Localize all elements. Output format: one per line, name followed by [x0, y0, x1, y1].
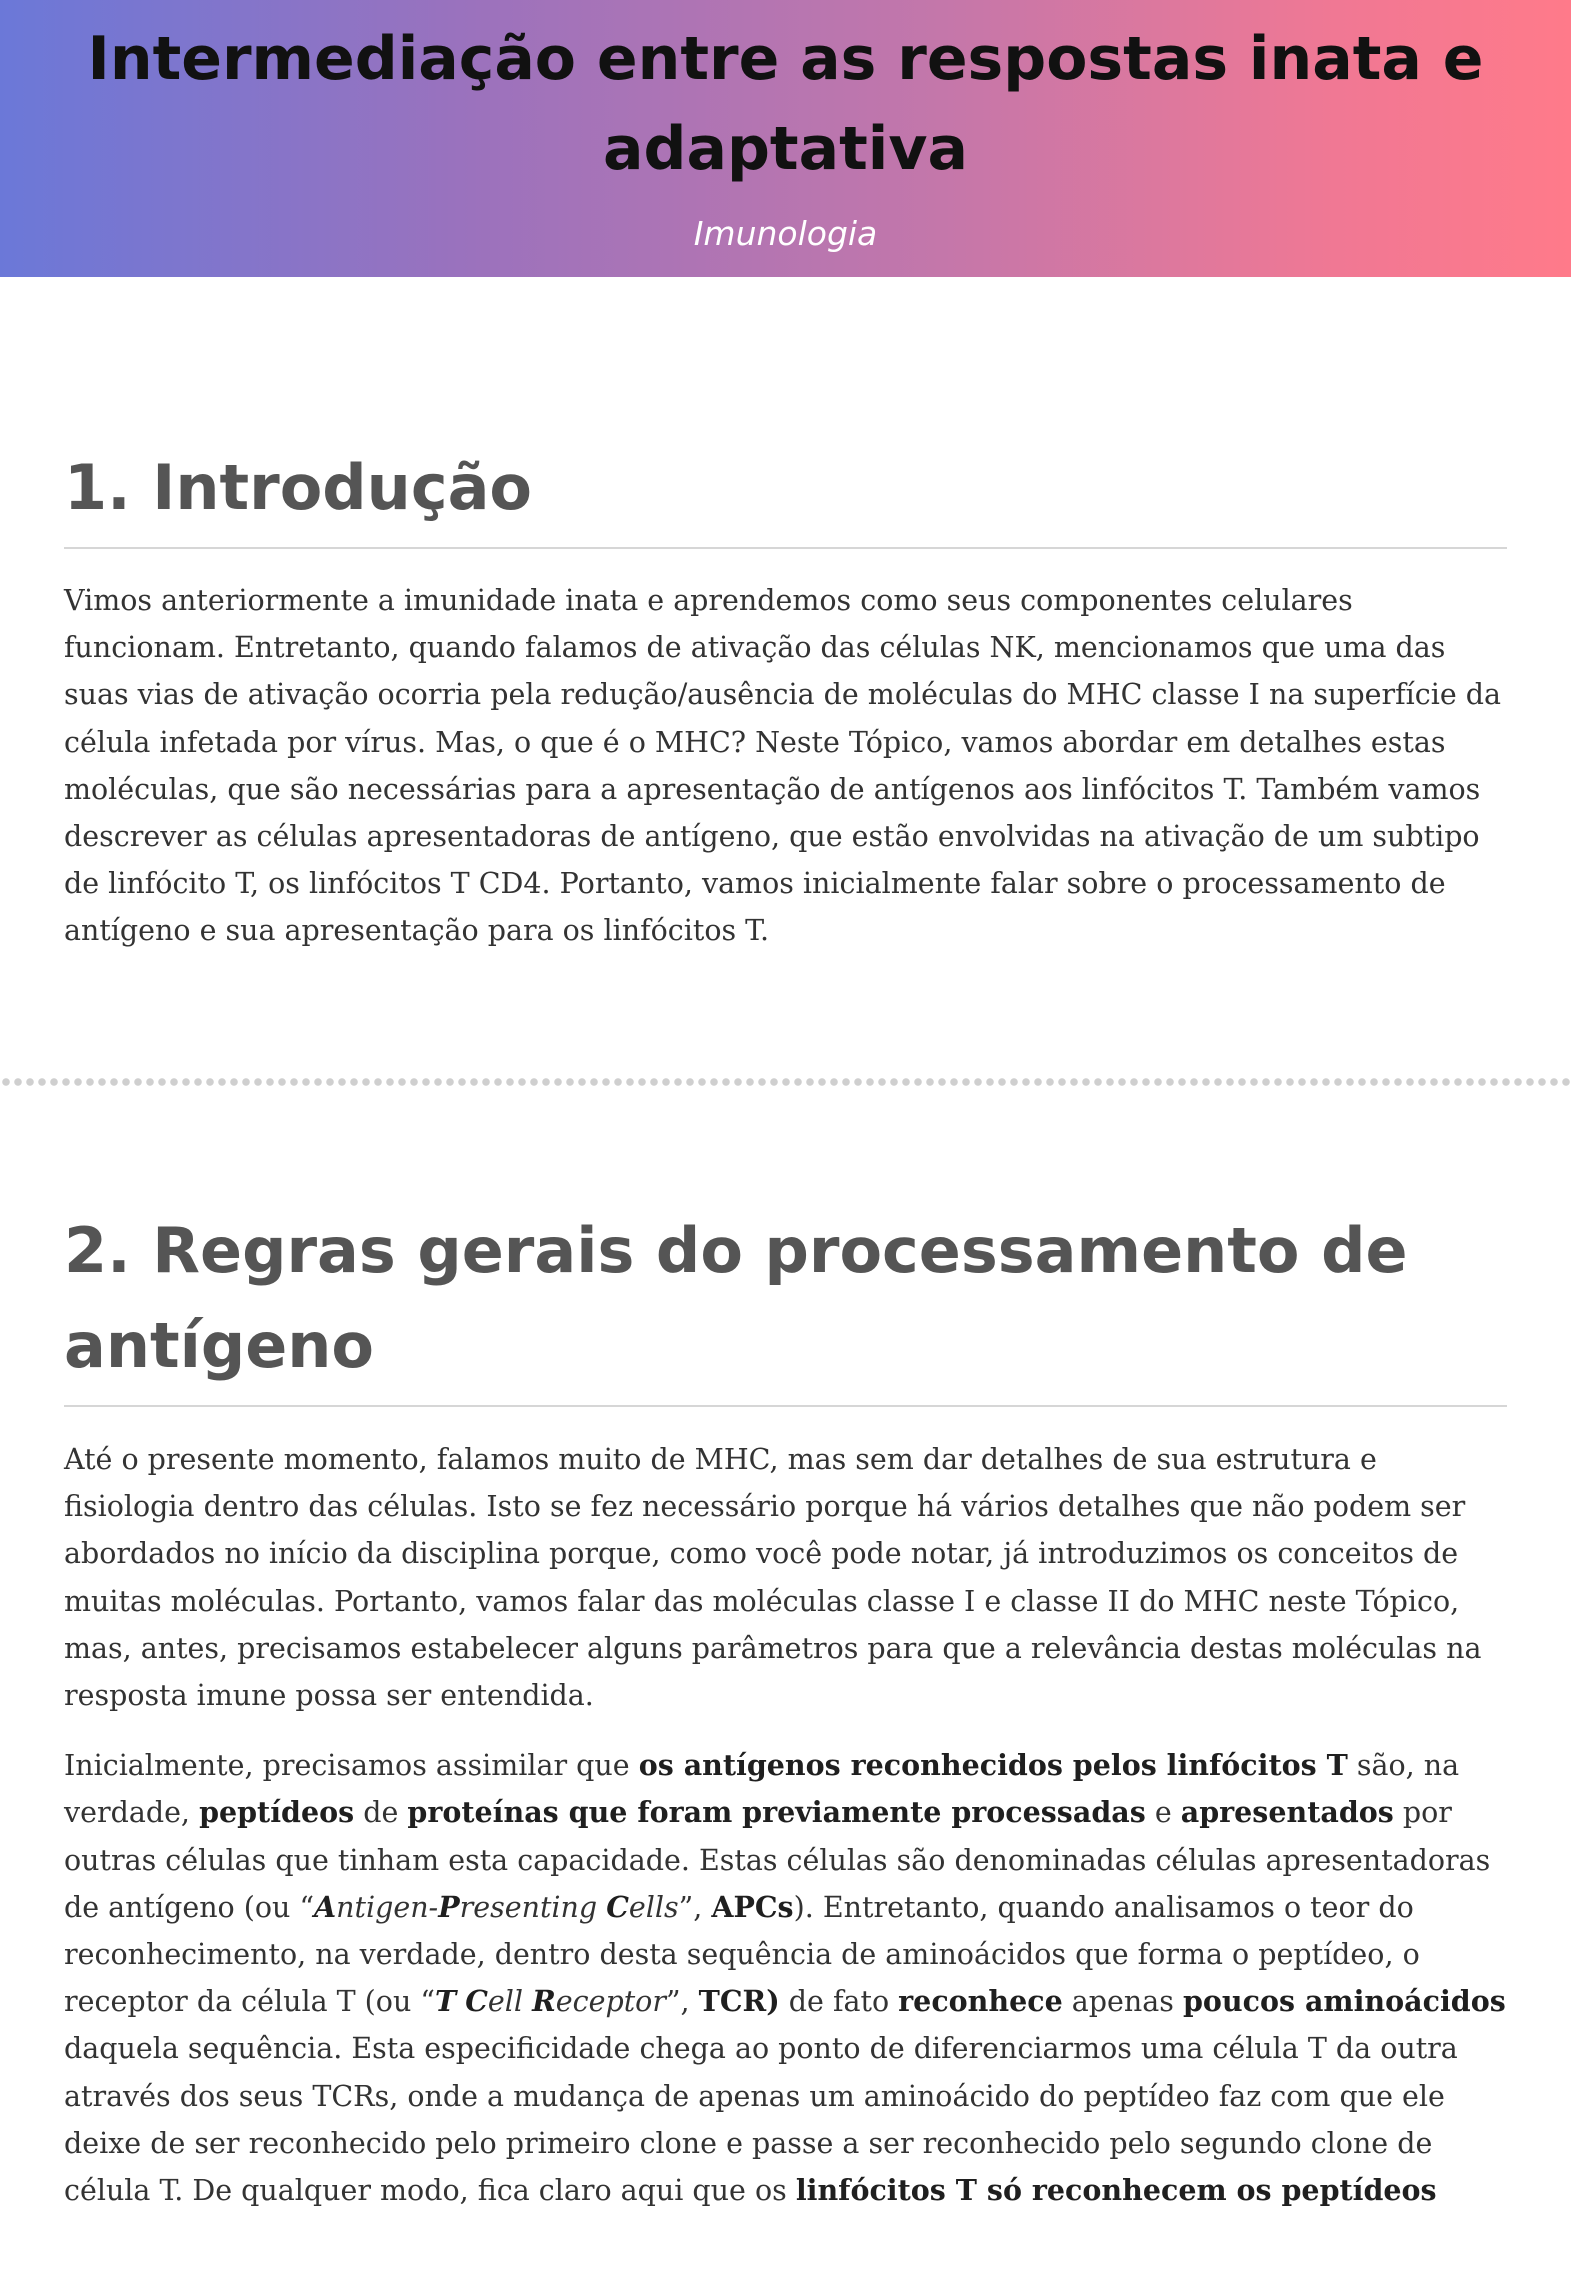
header-banner: [0, 0, 1571, 277]
page-title: Intermediação entre as respostas inata e adaptativa: [87, 24, 1484, 184]
emphasis-linfocitos-t: linfócitos T só reconhecem os peptídeos: [795, 2173, 1437, 2208]
emphasis-apresentados: apresentados: [1180, 1795, 1394, 1830]
emphasis-apcs: APCs: [711, 1889, 794, 1924]
emphasis-antigenos: os antígenos reconhecidos pelos linfócitos T: [638, 1748, 1348, 1783]
emphasis-poucos-aminoacidos: poucos aminoácidos: [1182, 1984, 1506, 2019]
section-heading-regras-gerais: 2. Regras gerais do processamento de antígeno: [64, 1203, 1507, 1407]
emphasis-peptideos: peptídeos: [199, 1795, 355, 1830]
section-regras-gerais: [64, 1203, 1507, 2214]
regras-paragraph-1: Até o presente momento, falamos muito de MHC, mas sem dar detalhes de sua estrutura e fisiologia dentro das células. Isto se fez necessário porque há vários detalhes que não podem ser abordados no início da disciplina porque, como você pode notar, já introduzimos os conceitos de muitas moléculas. Portanto, vamos falar das moléculas classe I e classe II do MHC neste Tópico, mas, antes, precisamos estabelecer alguns parâmetros para que a relevância destas moléculas na resposta imune possa ser entendida.: [64, 1443, 1482, 1713]
emphasis-proteinas: proteínas que foram previamente processadas: [407, 1795, 1146, 1830]
section-introducao: [64, 440, 1507, 955]
emphasis-reconhece: reconhece: [898, 1984, 1063, 2019]
page-subtitle: Imunologia: [693, 214, 878, 253]
section-divider: [0, 1077, 1571, 1087]
term-antigen-presenting-cells: Antigen-Presenting Cells: [314, 1889, 679, 1924]
intro-paragraph: Vimos anteriormente a imunidade inata e aprendemos como seus componentes celulares funcionam. Entretanto, quando falamos de ativação das células NK, mencionamos que uma das suas vias de ativação ocorria pela redução/ausência de moléculas do MHC classe I na superfície da célula infetada por vírus. Mas, o que é o MHC? Neste Tópico, vamos abordar em detalhes estas moléculas, que são necessárias para a apresentação de antígenos aos linfócitos T. Também vamos descrever as células apresentadoras de antígeno, que estão envolvidas na ativação de um subtipo de linfócito T, os linfócitos T CD4. Portanto, vamos inicialmente falar sobre o processamento de antígeno e sua apresentação para os linfócitos T.: [64, 584, 1502, 948]
section-heading-introducao: 1. Introdução: [64, 440, 1507, 549]
emphasis-tcr: TCR): [698, 1984, 780, 2019]
term-t-cell-receptor: T Cell Receptor: [434, 1984, 666, 2019]
regras-paragraph-2: Inicialmente, precisamos assimilar que os antígenos reconhecidos pelos linfócitos T são, na verdade, peptídeos de proteínas que foram previamente processadas e apresentados por outras células que tinham esta capacidade. Estas células são denominadas células apresentadoras de antígeno (ou “Antigen-Presenting Cells”, APCs). Entretanto, quando analisamos o teor do reconhecimento, na verdade, dentro desta sequência de aminoácidos que forma o peptídeo, o receptor da célula T (ou “T Cell Receptor”, TCR) de fato reconhece apenas poucos aminoácidos daquela sequência. Esta especificidade chega ao ponto de diferenciarmos uma célula T da outra através dos seus TCRs, onde a mudança de apenas um aminoácido do peptídeo faz com que ele deixe de ser reconhecido pelo primeiro clone e passe a ser reconhecido pelo segundo clone de célula T. De qualquer modo, fica claro aqui que os linfócitos T só reconhecem os peptídeos: [64, 1748, 1506, 2208]
